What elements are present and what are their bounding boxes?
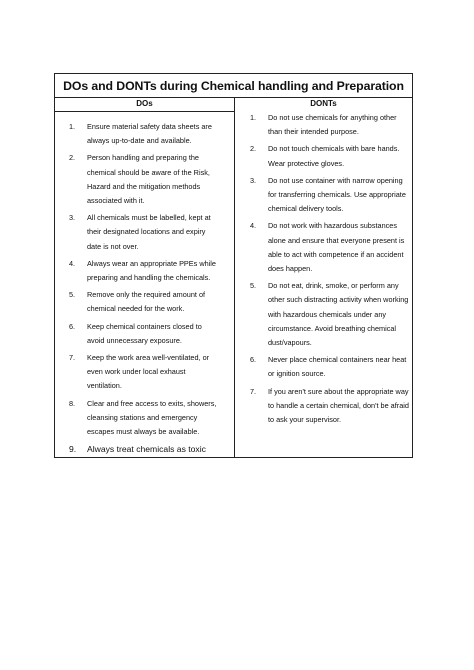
donts-item-number: 5.: [250, 281, 257, 291]
dos-item-number: 8.: [69, 398, 76, 408]
dos-item-text: Keep the work area well-ventilated, or even work under local exhaust ventilation.: [87, 353, 210, 391]
dos-item-text: Remove only the required amount of chemical needed for the work.: [87, 290, 206, 314]
dos-column: [55, 97, 235, 457]
donts-item: [250, 385, 410, 428]
dos-item-number: 4.: [69, 258, 76, 268]
dos-item-text: Ensure material safety data sheets are always up-to-date and available.: [87, 122, 212, 146]
donts-item: [250, 353, 410, 381]
dos-item-text: Always wear an appropriate PPEs while preparing and handling the chemicals.: [87, 258, 216, 283]
dos-item-text: All chemicals must be labelled, kept at their designated locations and expiry date is not over.: [87, 213, 211, 251]
donts-item: [250, 279, 410, 350]
dos-item-number: 3.: [69, 213, 76, 223]
donts-item-number: 7.: [250, 386, 257, 396]
dos-item: [69, 320, 219, 348]
dos-item: [69, 442, 219, 456]
donts-item-text: Do not use container with narrow opening for transferring chemicals. Use appropriate chemical delivery tools.: [268, 175, 406, 214]
donts-item-text: Do not use chemicals for anything other than their intended purpose.: [268, 113, 397, 137]
donts-item-text: Do not touch chemicals with bare hands. Wear protective gloves.: [268, 144, 400, 168]
dos-item-number: 6.: [69, 321, 76, 331]
donts-item-text: Do not eat, drink, smoke, or perform any other such distracting activity when working with hazardous chemicals under any circumstance. Avoid breathing chemical dust/vapours.: [268, 281, 409, 348]
dos-item-number: 2.: [69, 153, 76, 163]
dos-item-text: Person handling and preparing the chemical should be aware of the Risk, Hazard and the mitigation methods associated with it.: [87, 153, 210, 206]
dos-donts-table: [54, 73, 413, 458]
donts-item-text: Do not work with hazardous substances alone and ensure that everyone present is able to act with competence if an accident does happen.: [268, 221, 405, 274]
dos-item-text: Keep chemical containers closed to avoid unnecessary exposure.: [87, 321, 202, 345]
dos-item-number: 9.: [69, 444, 77, 455]
donts-item: [250, 111, 410, 139]
donts-item: [250, 174, 410, 217]
donts-column: [235, 97, 412, 457]
dos-item-text: Clear and free access to exits, showers, cleansing stations and emergency escapes must always be available.: [87, 398, 217, 437]
dos-item: [69, 397, 219, 440]
dos-list: [69, 120, 219, 459]
dos-item: [69, 288, 219, 316]
donts-item-text: Never place chemical containers near heat or ignition source.: [268, 355, 407, 379]
donts-item-number: 1.: [250, 113, 257, 122]
donts-item: [250, 219, 410, 276]
table-columns: [55, 97, 412, 457]
donts-item: [250, 142, 410, 170]
donts-list: [250, 111, 410, 430]
table-title: DOs and DONTs during Chemical handling and Preparation: [55, 74, 412, 98]
dos-item-number: 1.: [69, 122, 76, 131]
dos-item: [69, 120, 219, 148]
donts-header: DONTs: [310, 99, 337, 108]
donts-item-number: 2.: [250, 144, 257, 154]
dos-item-number: 7.: [69, 353, 76, 363]
dos-item-text: Always treat chemicals as toxic: [87, 444, 206, 455]
dos-item: [69, 351, 219, 394]
dos-item: [69, 151, 219, 208]
dos-item-number: 5.: [69, 290, 76, 300]
dos-item: [69, 257, 219, 285]
dos-header: DOs: [55, 97, 234, 112]
dos-item: [69, 211, 219, 254]
donts-item-number: 4.: [250, 221, 257, 231]
donts-item-number: 6.: [250, 355, 257, 365]
donts-item-number: 3.: [250, 175, 257, 185]
donts-item-text: If you aren't sure about the appropriate way to handle a certain chemical, don't be afraid to ask your supervisor.: [268, 386, 409, 425]
